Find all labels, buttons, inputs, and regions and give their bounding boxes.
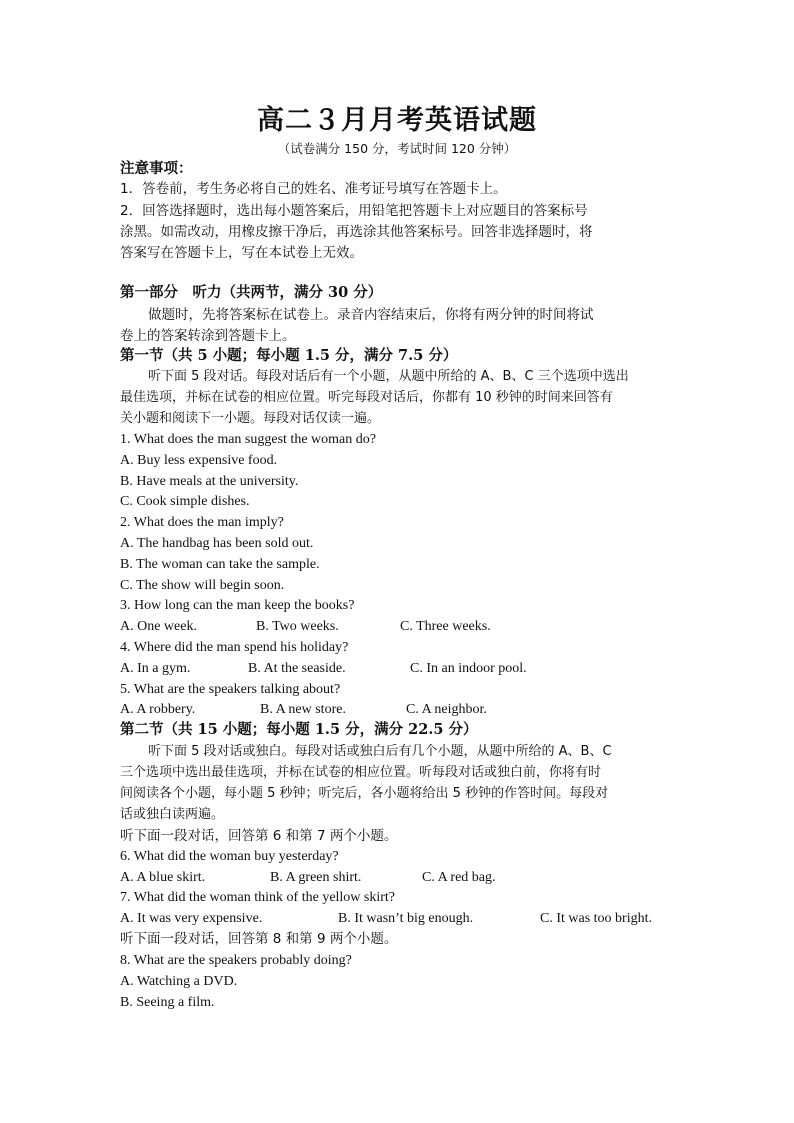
question-6-option-a: A. A blue skirt. <box>120 870 206 885</box>
section1-intro-line-1: 听下面 5 段对话。每段对话后有一个小题，从题中所给的 A、B、C 三个选项中选出 <box>148 369 629 384</box>
question-7-option-b: B. It wasn’t big enough. <box>338 911 474 926</box>
question-6-option-c: C. A red bag. <box>422 870 496 885</box>
dialogue-2-instruction: 听下面一段对话，回答第 8 和第 9 两个小题。 <box>120 931 398 947</box>
question-3-option-a: A. One week. <box>120 619 197 634</box>
question-8-option-a: A. Watching a DVD. <box>120 974 238 989</box>
question-3: 3. How long can the man keep the books? <box>120 598 355 613</box>
notice-item-2-line-1: 2．回答选择题时，选出每小题答案后，用铅笔把答题卡上对应题目的答案标号 <box>120 203 588 219</box>
page-title: 高二３月月考英语试题 <box>257 105 537 136</box>
question-1-option-b: B. Have meals at the university. <box>120 474 299 489</box>
notice-item-1: 1．答卷前，考生务必将自己的姓名、准考证号填写在答题卡上。 <box>120 181 507 197</box>
question-7: 7. What did the woman think of the yellow skirt? <box>120 890 396 905</box>
question-6-option-b: B. A green shirt. <box>270 870 362 885</box>
question-8-option-b: B. Seeing a film. <box>120 995 215 1010</box>
section1-intro-line-3: 关小题和阅读下一小题。每段对话仅读一遍。 <box>120 411 381 426</box>
question-4-option-b: B. At the seaside. <box>248 661 346 676</box>
question-5-option-a: A. A robbery. <box>120 702 196 717</box>
question-2-option-a: A. The handbag has been sold out. <box>120 536 314 551</box>
exam-subtitle: （试卷满分 150 分，考试时间 120 分钟） <box>277 141 517 156</box>
question-6: 6. What did the woman buy yesterday? <box>120 849 339 864</box>
question-8: 8. What are the speakers probably doing? <box>120 953 352 968</box>
question-5-option-b: B. A new store. <box>260 702 346 717</box>
section1-intro-line-2: 最佳选项，并标在试卷的相应位置。听完每段对话后，你都有 10 秒钟的时间来回答有 <box>120 390 613 405</box>
question-4-option-c: C. In an indoor pool. <box>410 661 527 676</box>
notice-item-2-line-3: 答案写在答题卡上，写在本试卷上无效。 <box>120 245 363 261</box>
question-3-option-b: B. Two weeks. <box>256 619 339 634</box>
question-1-option-c: C. Cook simple dishes. <box>120 494 250 509</box>
section2-intro-line-2: 三个选项中选出最佳选项，并标在试卷的相应位置。听每段对话或独白前，你将有时 <box>120 765 602 780</box>
section1-heading: 第一节（共 5 小题；每小题 1.5 分，满分 7.5 分） <box>120 347 458 364</box>
question-7-option-a: A. It was very expensive. <box>120 911 263 926</box>
part1-intro-line-2: 卷上的答案转涂到答题卡上。 <box>120 328 296 344</box>
part1-intro-line-1: 做题时，先将答案标在试卷上。录音内容结束后，你将有两分钟的时间将试 <box>148 307 594 323</box>
section2-intro-line-3: 间阅读各个小题，每小题 5 秒钟；听完后，各小题将给出 5 秒钟的作答时间。每段对 <box>120 786 609 801</box>
question-2-option-b: B. The woman can take the sample. <box>120 557 320 572</box>
notice-item-2-line-2: 涂黑。如需改动，用橡皮擦干净后，再选涂其他答案标号。回答非选择题时，将 <box>120 224 593 240</box>
question-4-option-a: A. In a gym. <box>120 661 191 676</box>
dialogue-1-instruction: 听下面一段对话，回答第 6 和第 7 两个小题。 <box>120 828 398 844</box>
question-4: 4. Where did the man spend his holiday? <box>120 640 349 655</box>
notice-heading: 注意事项： <box>120 160 193 177</box>
question-3-option-c: C. Three weeks. <box>400 619 491 634</box>
question-7-option-c: C. It was too bright. <box>540 911 652 926</box>
question-2-option-c: C. The show will begin soon. <box>120 578 285 593</box>
question-2: 2. What does the man imply? <box>120 515 284 530</box>
part1-heading: 第一部分 听力（共两节，满分 30 分） <box>120 284 383 301</box>
section2-intro-line-1: 听下面 5 段对话或独白。每段对话或独白后有几个小题，从题中所给的 A、B、C <box>148 744 612 759</box>
question-5-option-c: C. A neighbor. <box>406 702 487 717</box>
question-1: 1. What does the man suggest the woman do? <box>120 432 376 447</box>
section2-heading: 第二节（共 15 小题；每小题 1.5 分，满分 22.5 分） <box>120 721 478 738</box>
section2-intro-line-4: 话或独白读两遍。 <box>120 807 225 822</box>
question-1-option-a: A. Buy less expensive food. <box>120 453 278 468</box>
question-5: 5. What are the speakers talking about? <box>120 682 341 697</box>
